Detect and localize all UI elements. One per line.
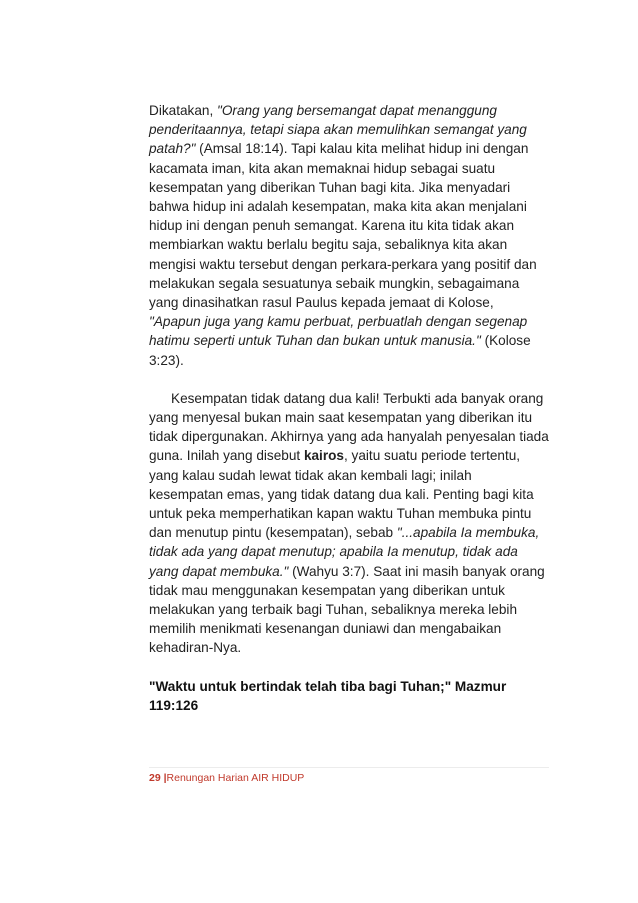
page-number: 29 <box>149 772 161 784</box>
p2-text-3: (Wahyu 3:7). Saat ini masih banyak orang tidak mau menggunakan kesempatan yang diberikan untuk melakukan yang terbaik bagi Tuhan, sebaliknya mereka lebih memilih menikmati kesenangan duniawi dan mengabaikan kehadiran-Nya. <box>149 563 545 656</box>
page-footer <box>149 767 549 784</box>
p1-intro: Dikatakan, <box>149 103 218 118</box>
p1-reference: (Kolose 3:23). <box>149 333 531 368</box>
closing-verse: "Waktu untuk bertindak telah tiba bagi Tuhan;" Mazmur 119:126 <box>149 678 507 713</box>
p2-text-1: Kesempatan tidak datang dua kali! Terbukti ada banyak orang yang menyesal bukan main saat kesempatan yang diberikan itu tidak dipergunakan. Akhirnya yang ada hanyalah penyesalan tiada guna. Inilah yang disebut <box>149 390 549 464</box>
p1-quote-amsal: "Orang yang bersemangat dapat menanggung penderitaannya, tetapi siapa akan memulihkan semangat yang patah?" <box>149 103 527 157</box>
p2-text-2: , yaitu suatu periode tertentu, yang kalau sudah lewat tidak akan kembali lagi; inilah kesempatan emas, yang tidak datang dua kali. Penting bagi kita untuk peka memperhatikan kapan waktu Tuhan membuka pintu dan menutup pintu (kesempatan), sebab <box>149 448 534 541</box>
p1-quote-kolose: "Apapun juga yang kamu perbuat, perbuatlah dengan segenap hatimu seperti untuk Tuhan dan bukan untuk manusia." <box>149 314 528 349</box>
p1-text: (Amsal 18:14). Tapi kalau kita melihat hidup ini dengan kacamata iman, kita akan memaknai hidup sebagai suatu kesempatan yang diberikan Tuhan bagi kita. Jika menyadari bahwa hidup ini adalah kesempatan, maka kita akan menjalani hidup ini dengan penuh semangat. Karena itu kita tidak akan membiarkan waktu berlalu begitu saja, sebaliknya kita akan mengisi waktu tersebut dengan perkara-perkara yang positif dan melakukan segala sesuatunya sebaik mungkin, sebagaimana yang dinasihatkan rasul Paulus kepada jemaat di Kolose, <box>149 141 537 311</box>
footer-title: Renungan Harian AIR HIDUP <box>166 772 305 784</box>
paragraph-1 <box>149 101 549 370</box>
footer-separator: | <box>160 772 167 784</box>
p2-quote-wahyu: "...apabila Ia membuka, tidak ada yang dapat menutup; apabila Ia menutup, tidak ada yang dapat membuka." <box>149 525 540 579</box>
p2-term-kairos: kairos <box>303 448 344 464</box>
paragraph-2 <box>149 389 549 658</box>
page-body <box>149 101 549 715</box>
